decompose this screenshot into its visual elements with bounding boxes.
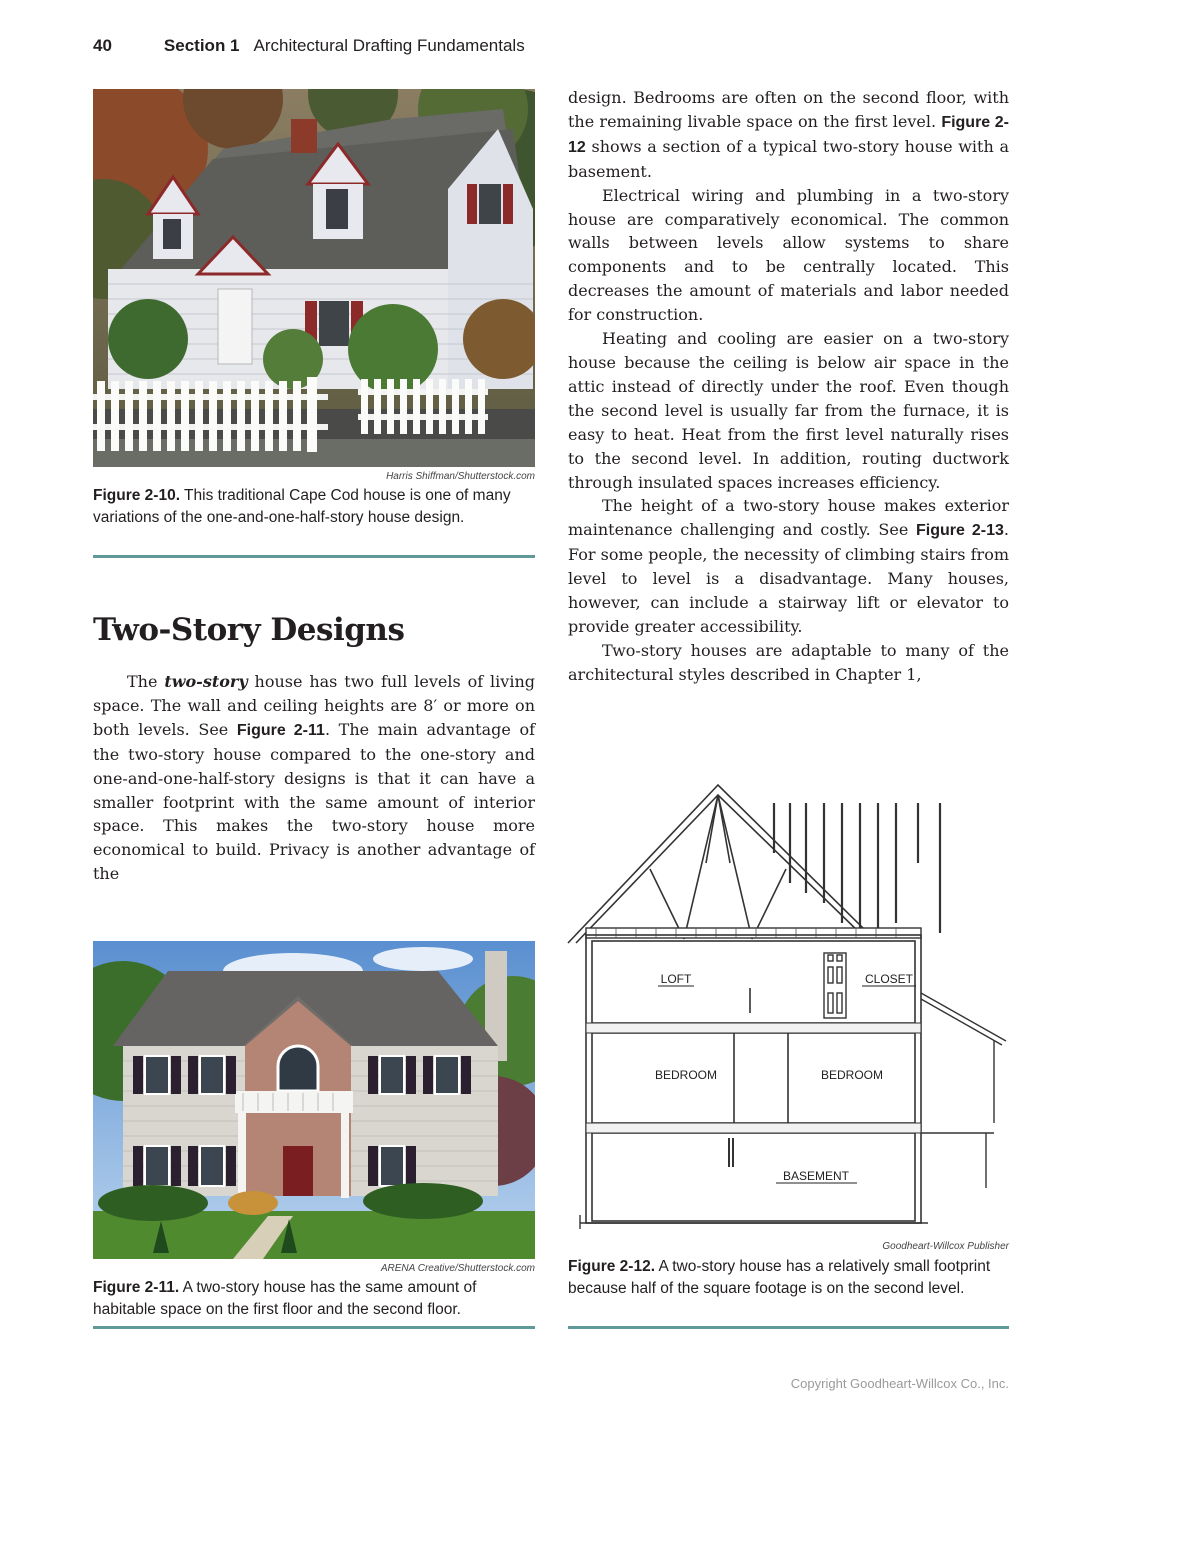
figure-2-11-caption — [93, 1277, 535, 1321]
paragraph-styles: Two-story houses are adaptable to many of the architectural styles described in Chapter 1, — [568, 640, 1009, 684]
figure-reference: Figure 2-11 — [236, 721, 325, 739]
paragraph-continued — [568, 86, 1009, 184]
section-heading: Two-Story Designs — [93, 612, 405, 648]
copyright-footer: Copyright Goodheart-Willcox Co., Inc. — [790, 1376, 1009, 1391]
text-run: . For some people, the necessity of climbing stairs from level to level is a disadvantage. Many houses, however, can include a stairway lift or elevator to provide greater accessibility. — [568, 520, 1010, 636]
section-drawing-svg — [566, 783, 1012, 1238]
text-run: shows a section of a typical two-story house with a basement. — [568, 136, 1009, 181]
figure-2-12-text: A two-story house has a relatively small footprint because half of the square footage is on the second level. — [568, 1258, 991, 1297]
two-story-house-photo — [93, 941, 535, 1259]
cape-cod-house-photo — [93, 89, 535, 467]
running-header — [93, 36, 525, 60]
figure-2-10-divider — [93, 555, 535, 558]
room-label-bedroom-left: BEDROOM — [654, 1068, 718, 1082]
chapter-title: Architectural Drafting Fundamentals — [253, 36, 525, 55]
key-term: two-story — [164, 672, 248, 691]
figure-2-11-credit: ARENA Creative/Shutterstock.com — [380, 1263, 535, 1274]
two-story-section-drawing — [566, 783, 1012, 1238]
figure-reference: Figure 2-12 — [568, 113, 1010, 156]
figure-2-11-text: A two-story house has the same amount of habitable space on the first floor and the second floor. — [93, 1279, 477, 1318]
figure-2-10-text: This traditional Cape Cod house is one of many variations of the one-and-one-half-story house design. — [93, 487, 511, 526]
figure-2-11-label: Figure 2-11. — [93, 1279, 180, 1296]
figure-2-10-label: Figure 2-10. — [93, 487, 180, 504]
figure-2-12-credit: Goodheart-Willcox Publisher — [882, 1241, 1009, 1252]
paragraph-electrical: Electrical wiring and plumbing in a two-story house are comparatively economical. The common walls between levels allow systems to share components and to be centrally located. This decreases the amount of materials and labor needed for construction. — [568, 185, 1009, 325]
paragraph-height — [568, 494, 1009, 638]
figure-2-12-divider — [568, 1326, 1009, 1329]
section-label: Section 1 — [163, 36, 240, 55]
room-label-loft: LOFT — [660, 972, 692, 986]
room-label-bedroom-right: BEDROOM — [820, 1068, 884, 1082]
room-label-closet: CLOSET — [864, 972, 914, 986]
paragraph-heating: Heating and cooling are easier on a two-story house because the ceiling is below air space in the attic instead of directly under the roof. Even though the second level is usually far from the furnace, it is easy to heat. Heat from the first level naturally rises to the second level. In addition, routing ductwork through insulated spaces increases efficiency. — [568, 329, 1009, 492]
page-number: 40 — [93, 36, 112, 55]
text-run: design. Bedrooms are often on the second floor, with the remaining livable space on the first level. — [568, 88, 1009, 131]
room-label-basement: BASEMENT — [782, 1169, 850, 1183]
cape-cod-house-illustration — [93, 89, 535, 467]
text-run: The height of a two-story house makes exterior maintenance challenging and costly. See — [568, 496, 1009, 540]
figure-2-10-credit: Harris Shiffman/Shutterstock.com — [386, 471, 535, 482]
paragraph-two-story-intro — [93, 670, 535, 886]
figure-2-11-divider — [93, 1326, 535, 1329]
figure-2-10-caption — [93, 485, 535, 529]
figure-reference: Figure 2-13 — [915, 522, 1004, 540]
two-story-house-illustration — [93, 941, 535, 1259]
left-column-text — [93, 670, 535, 886]
text-run: . The main advantage of the two-story house compared to the one-story and one-and-one-half-story designs is that it can have a smaller footprint with the same amount of interior space. This makes the two-story house more economical to build. Privacy is another advantage of the — [93, 719, 536, 884]
figure-2-12-label: Figure 2-12. — [568, 1258, 655, 1275]
right-column-text — [568, 86, 1009, 687]
text-run: The — [127, 672, 165, 691]
figure-2-12-caption — [568, 1256, 1009, 1300]
text-run: house has two full levels of living space. The wall and ceiling heights are 8′ or more on both levels. See — [93, 672, 535, 739]
